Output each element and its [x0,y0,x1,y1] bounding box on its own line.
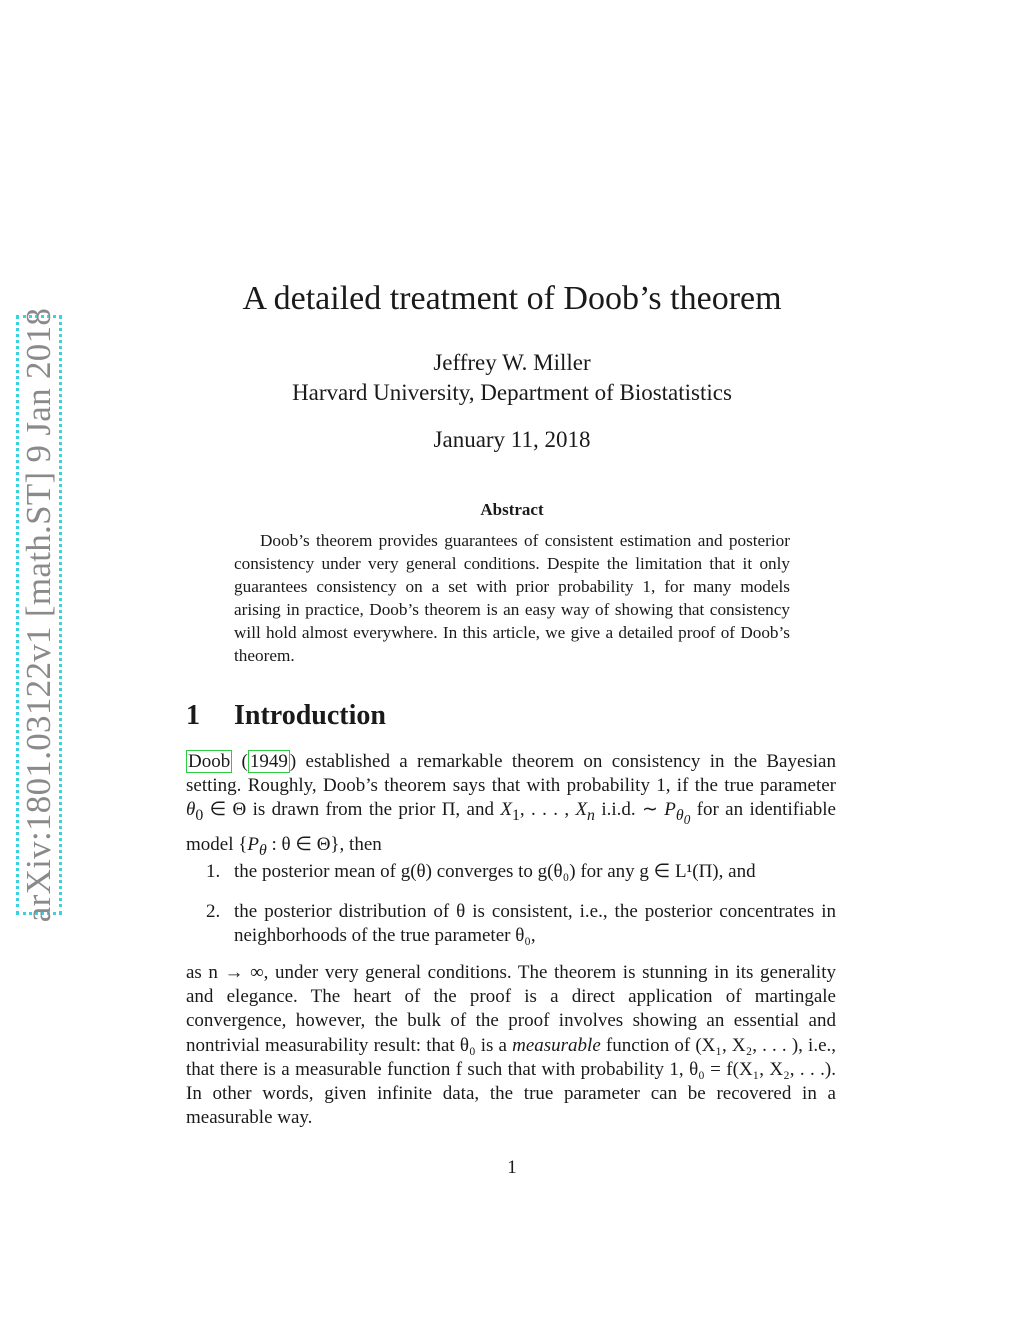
intro-paragraph-1: Doob ( 1949 ) established a remarkable theorem on consistency in the Bayesian setting. Roughly, Doob’s theorem says that with probability 1, if the true parameter $\theta_0$ ∈ Θ is drawn from the prior Π, and $X_1$, . . . , $X_n$ i.i.d. ∼ $P_{\theta_0}$ for an identifiable model {$P_\theta$ : θ ∈ Θ}, then [186,751,836,859]
citation-link-year[interactable]: 1949 [249,751,288,772]
xn-subscript: n [587,807,595,825]
list-item-label: 1. [206,861,221,882]
theta-subscript: 0 [195,807,204,825]
abstract-text: Doob’s theorem provides guarantees of consistent estimation and posterior consistency under very general conditions. Despite the limitation that it only guarantees consistency on a set with prior probability 1, for many models arising in practice, Doob’s theorem is an easy way of showing that consistency will hold almost everywhere. In this article, we give a detailed proof of Doob’s theorem. [234,531,790,665]
abstract-heading: Abstract [480,500,544,519]
para1-text-6: : θ ∈ Θ}, then [266,833,382,855]
list-item-text: the posterior mean of g(θ) converges to g(θ₀) for any g ∈ L¹(Π), and [234,861,756,882]
p-subscript-theta: θ [675,807,684,825]
para1-text-1: ) established a remarkable theorem on consistency in the Bayesian setting. Roughly, Doob’s theorem says that with probability 1, if the true parameter [186,751,836,797]
citation-link-author[interactable]: Doob [188,751,231,772]
x1-symbol: X [500,799,512,821]
page-number: 1 [507,1157,517,1178]
p-subscript [675,807,691,828]
section-heading [186,700,386,732]
p-subscript-zero: 0 [683,812,691,828]
p-symbol: P [664,799,676,821]
theta-symbol: θ [186,799,196,821]
para2-text-1: as n → ∞, under very general conditions. The theorem is stunning in its generality and elegance. The heart of the proof is a direct application of martingale convergence, however, the bulk of the proof involves showing an essential and nontrivial measurability result: that θ₀ is a [186,962,836,1056]
para2-text-2: function of (X₁, X₂, . . . ), i.e., that there is a measurable function f such that with probability 1, θ₀ = f(X₁, X₂, . . .). In other words, given infinite data, the true parameter can be recovered in a measurable way. [186,1034,837,1129]
section-title: Introduction [234,700,386,731]
arxiv-identifier: arXiv:1801.03122v1 [math.ST] 9 Jan 2018 [19,307,59,923]
para1-text-4: i.i.d. ∼ [594,799,665,821]
author-affiliation: Harvard University, Department of Biostatistics [292,380,732,405]
para2-emphasis: measurable [512,1034,601,1056]
paper-date: January 11, 2018 [433,427,591,452]
para1-text-2: ∈ Θ is drawn from the prior Π, and [203,799,501,821]
author-name: Jeffrey W. Miller [433,350,591,375]
para1-text-3: , . . . , [519,799,576,821]
intro-paragraph-2 [186,961,836,1130]
paper-title: A detailed treatment of Doob’s theorem [242,280,782,317]
xn-symbol: X [575,799,588,821]
enumerated-list-item-2 [186,900,836,948]
para1-text-5: for an identifiable model { [186,799,836,855]
list-item [186,900,836,948]
list-item [186,860,836,884]
list-item-text: the posterior distribution of θ is consistent, i.e., the posterior concentrates in neighborhoods of the true parameter θ₀, [234,901,836,947]
ptheta-subscript: θ [258,841,267,859]
section-number: 1 [186,700,200,731]
list-item-label: 2. [206,901,221,922]
enumerated-list-item-1 [186,860,836,884]
x1-subscript: 1 [511,807,520,825]
ptheta-symbol: P [247,833,259,855]
